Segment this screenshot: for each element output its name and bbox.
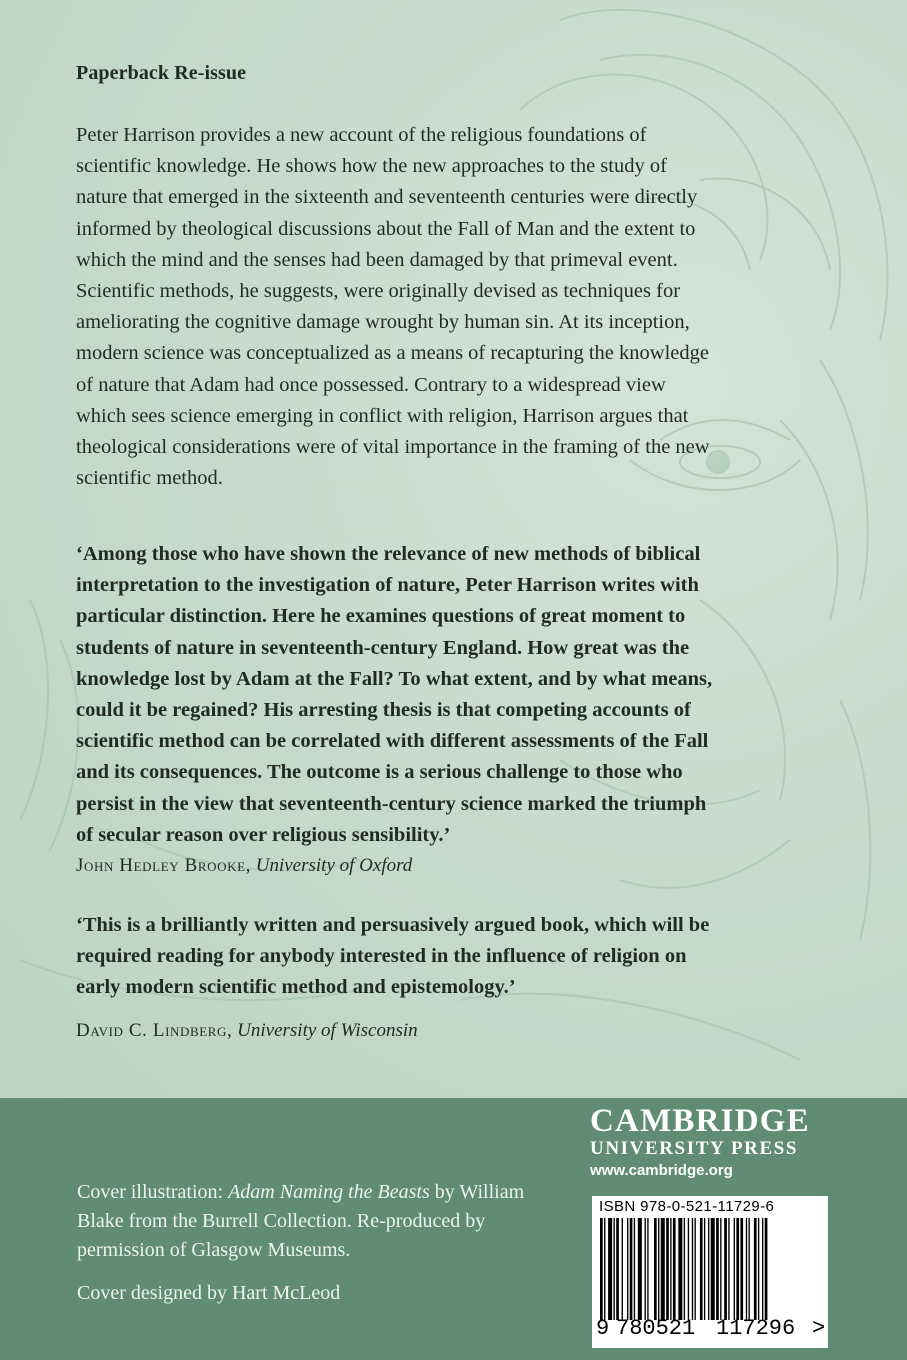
- barcode-bar: [716, 1218, 719, 1320]
- barcode-bar: [614, 1218, 615, 1320]
- barcode-bar: [634, 1218, 635, 1320]
- barcode-bar: [724, 1218, 727, 1320]
- barcode-bar: [670, 1218, 671, 1320]
- barcode-bar: [692, 1218, 693, 1320]
- endorser-name: John Hedley Brooke,: [76, 855, 251, 876]
- barcode-bar: [684, 1218, 685, 1320]
- ean-arrow: >: [812, 1316, 826, 1341]
- barcode-bar: [695, 1218, 696, 1320]
- barcode-bar: [758, 1218, 759, 1320]
- isbn-barcode: [592, 1196, 828, 1348]
- barcode-bar: [600, 1218, 603, 1320]
- barcode-bar: [704, 1218, 705, 1320]
- barcode-bar: [740, 1218, 743, 1320]
- barcode-bar: [688, 1218, 689, 1320]
- cover-designer-credit: Cover designed by Hart McLeod: [77, 1282, 341, 1304]
- publisher-url: www.cambridge.org: [590, 1162, 733, 1179]
- ean-lead-digit: 9: [596, 1316, 610, 1341]
- endorsement-attribution-2: [76, 1020, 418, 1042]
- endorsement-attribution-1: [76, 855, 412, 877]
- barcode-bar: [638, 1218, 642, 1320]
- barcode-bar: [720, 1218, 721, 1320]
- endorsement-quote-2: ‘This is a brilliantly written and persuasively argued book, which will be required reading for anybody interested in the influence of religion on early modern scientific method and epistemology.’: [76, 914, 710, 999]
- barcode-bar: [762, 1218, 763, 1320]
- barcode-bar: [647, 1218, 648, 1320]
- barcode-bar: [678, 1218, 682, 1320]
- edition-label: Paperback Re-issue: [76, 62, 247, 84]
- barcode-bar: [622, 1218, 623, 1320]
- endorser-name: David C. Lindberg,: [76, 1020, 233, 1041]
- barcode-bar: [749, 1218, 750, 1320]
- barcode-bar: [673, 1218, 676, 1320]
- credit-prefix: Cover illustration:: [77, 1181, 229, 1203]
- barcode-bar: [700, 1218, 703, 1320]
- barcode-bar: [728, 1218, 729, 1320]
- barcode-bar: [645, 1218, 646, 1320]
- barcode-bar: [627, 1218, 628, 1320]
- back-cover-footer-band: [0, 1098, 907, 1360]
- publisher-name: CAMBRIDGE: [590, 1103, 810, 1139]
- barcode-bar: [608, 1218, 612, 1320]
- barcode-bar: [754, 1218, 757, 1320]
- endorsement-quote-1: ‘Among those who have shown the relevance of new methods of biblical interpretation to the investigation of nature, Peter Harrison writes with particular distinction. Here he examines questions of great moment to students of nature in seventeenth-century England. How great was the knowledge lost by Adam at the Fall? To what extent, and by what means, could it be regained? His arresting thesis is that competing accounts of scientific method can be correlated with different assessments of the Fall and its consequences. The outcome is a serious challenge to those who persist in the view that seventeenth-century science marked the triumph of secular reason over religious sensibility.’: [76, 543, 713, 846]
- barcode-bar: [711, 1218, 715, 1320]
- endorser-institution: University of Wisconsin: [237, 1020, 418, 1041]
- publisher-logo: [590, 1104, 830, 1179]
- barcode-bar: [708, 1218, 709, 1320]
- barcode-bar: [736, 1218, 739, 1320]
- isbn-number: ISBN 978-0-521-11729-6: [599, 1198, 775, 1215]
- endorser-institution: University of Oxford: [255, 855, 413, 876]
- barcode-bar: [604, 1218, 605, 1320]
- ean-left-group: 780521: [616, 1316, 696, 1341]
- publisher-subtitle: UNIVERSITY PRESS: [590, 1138, 799, 1159]
- barcode-bar: [765, 1218, 768, 1320]
- barcode-bar: [661, 1218, 665, 1320]
- barcode-bar: [630, 1218, 633, 1320]
- barcode-bar: [654, 1218, 657, 1320]
- barcode-bar: [658, 1218, 659, 1320]
- barcode-bar: [616, 1218, 619, 1320]
- credit-suffix: by William Blake from the Burrell Collection. Re-produced by permission of Glasgow Museums.: [77, 1181, 525, 1261]
- barcode-bar: [666, 1218, 669, 1320]
- barcode-bars: [598, 1218, 822, 1320]
- credit-artwork-title: Adam Naming the Beasts: [228, 1181, 430, 1203]
- cover-illustration-credit: [77, 1178, 547, 1265]
- ean-right-group: 117296: [716, 1316, 796, 1341]
- book-description: Peter Harrison provides a new account of the religious foundations of scientific knowledge. He shows how the new approaches to the study of nature that emerged in the sixteenth and seventeenth centuries were directly informed by theological discussions about the Fall of Man and the extent to which the mind and the senses had been damaged by that primeval event. Scientific methods, he suggests, were originally devised as techniques for ameliorating the cognitive damage wrought by human sin. At its inception, modern science was conceptualized as a means of recapturing the knowledge of nature that Adam had once possessed. Contrary to a widespread view which sees science emerging in conflict with religion, Harrison argues that theological considerations were of vital importance in the framing of the new scientific method.: [76, 124, 710, 490]
- barcode-bar: [734, 1218, 735, 1320]
- barcode-bar: [746, 1218, 747, 1320]
